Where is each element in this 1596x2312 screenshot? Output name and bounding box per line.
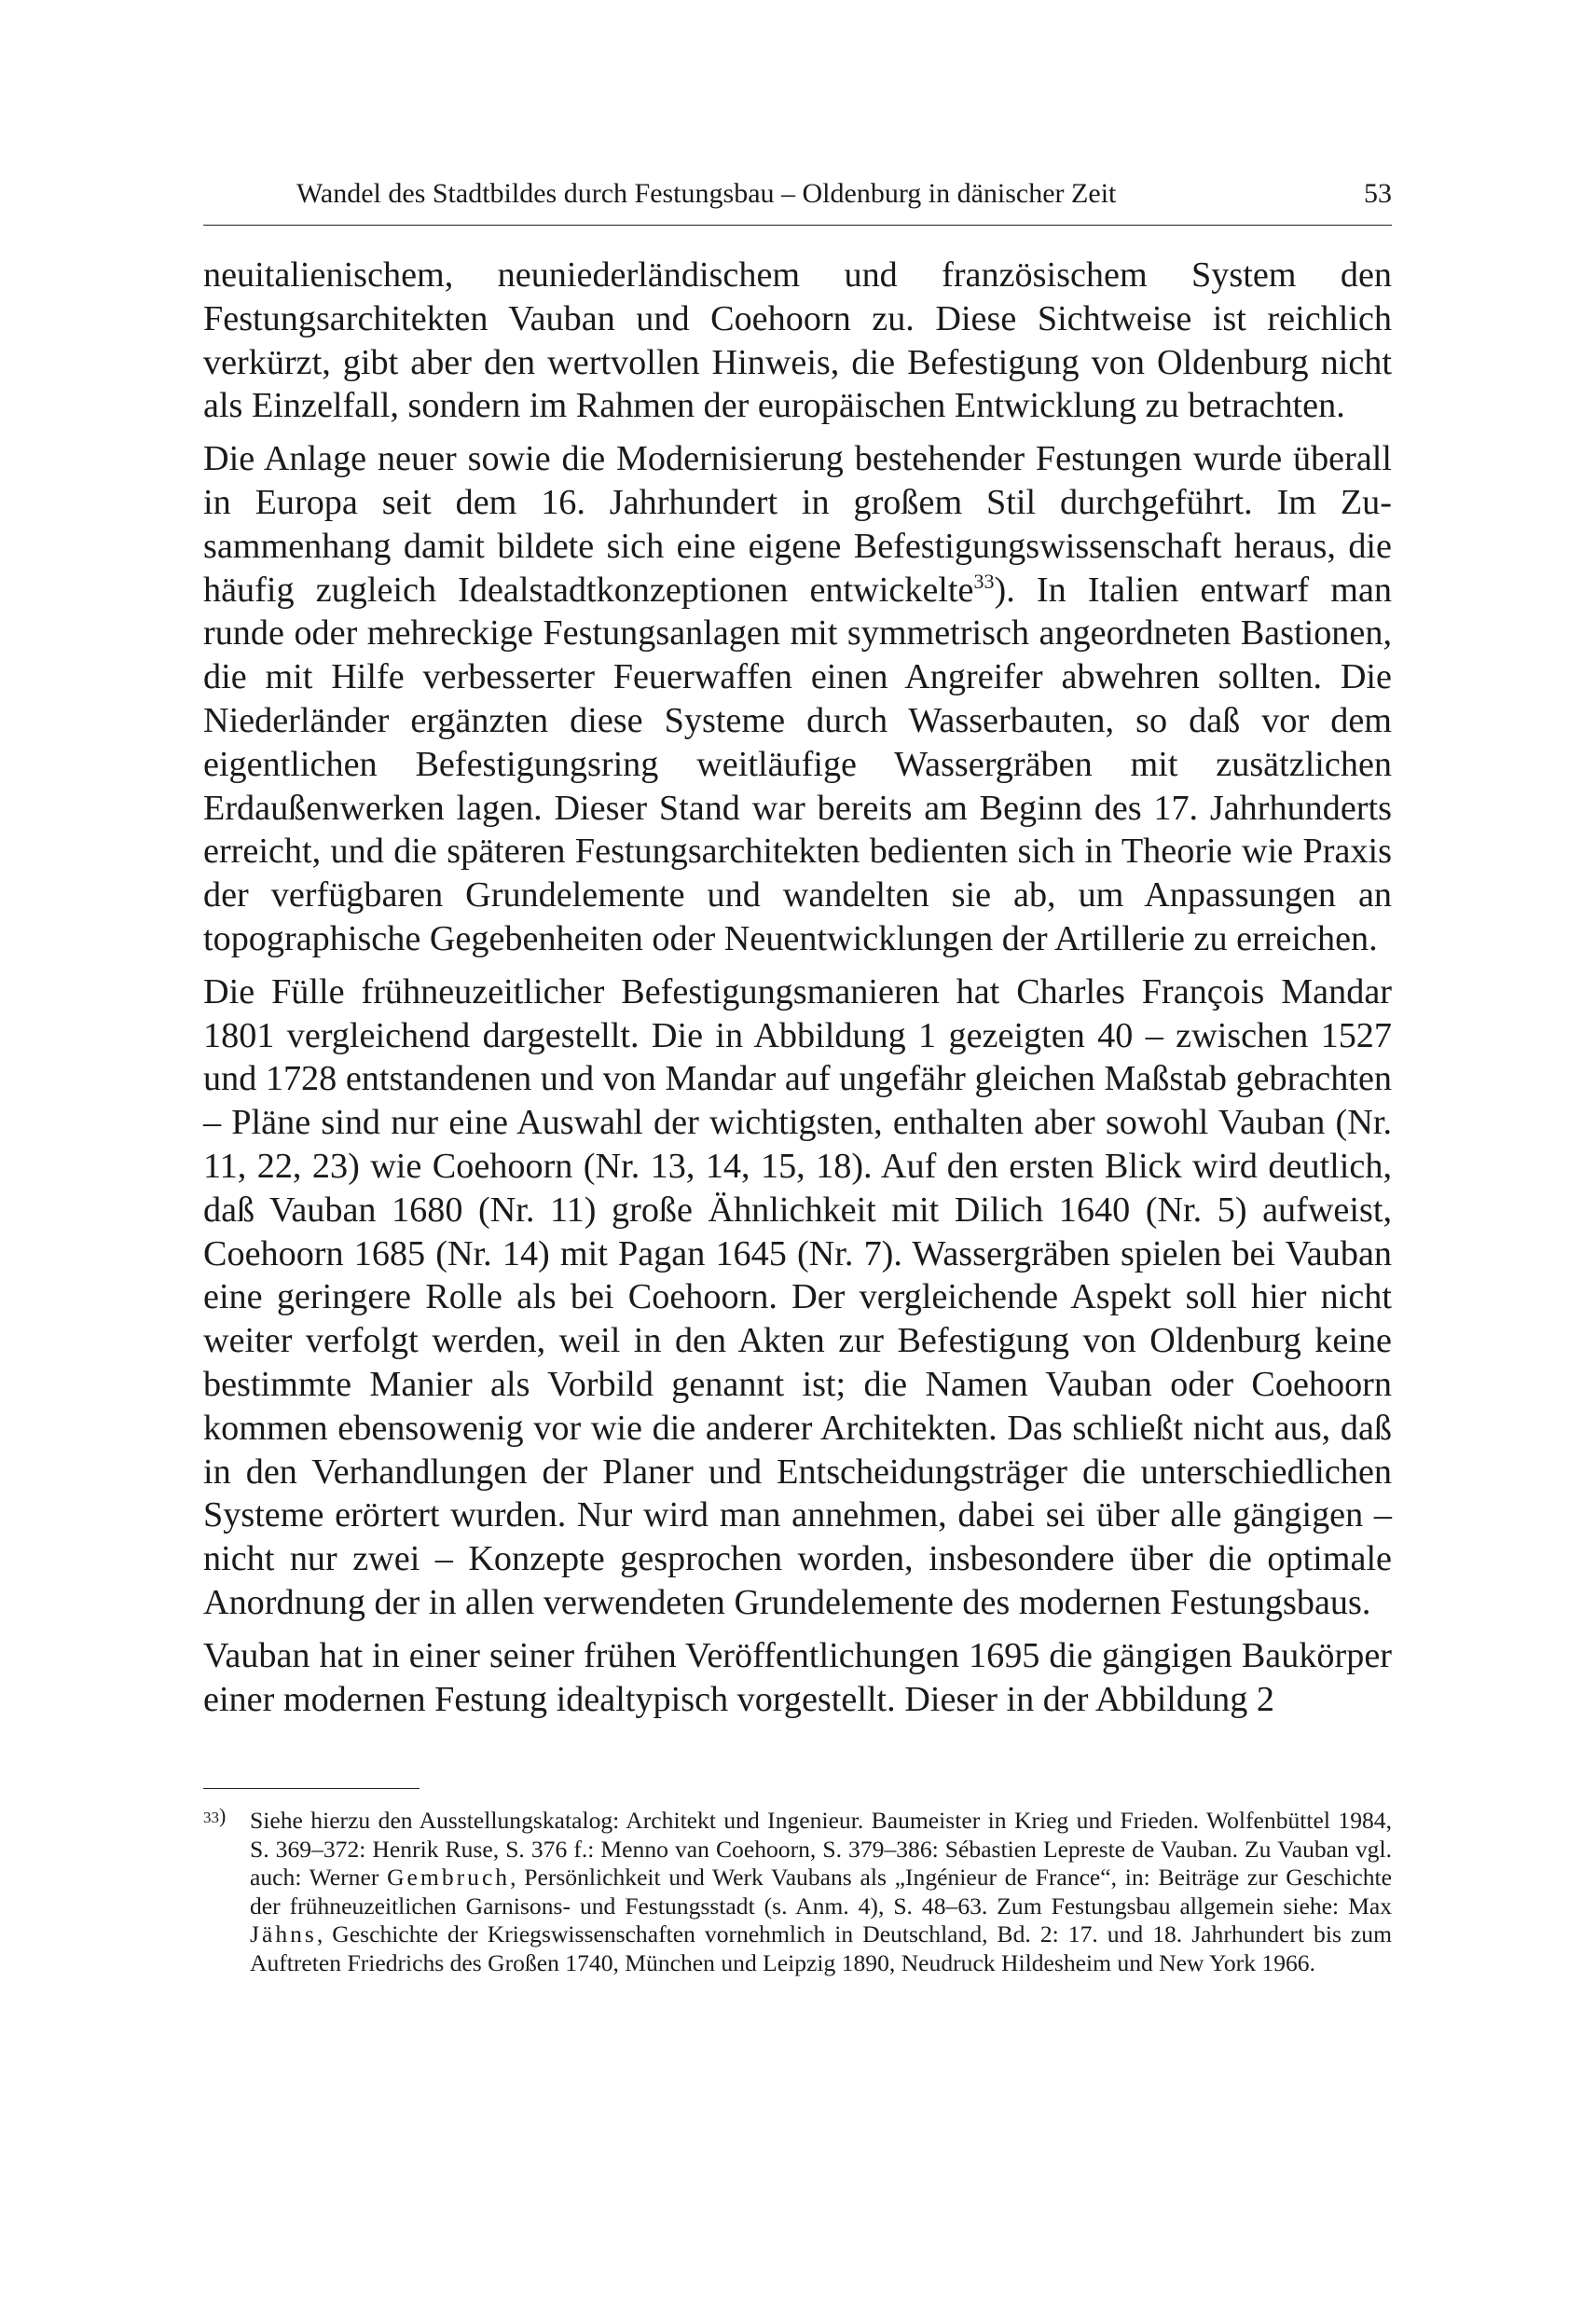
book-page xyxy=(203,0,1392,2312)
footnote-text-3: , Geschichte der Kriegswissenschaften vornehmlich in Deutschland, Bd. 2: 17. und 18. Jahrhundert bis zum Auftreten Friedrichs des Großen 1740, München und Leipzig 1890, Neudruck Hildesheim und New York 1966. xyxy=(250,1920,1392,1976)
paragraph-4 xyxy=(203,1634,1392,1722)
footnote-mark-paren: ) xyxy=(219,1804,227,1827)
paragraph-2-text-before: Die Anlage neuer sowie die Modernisierung bestehender Festungen wurde überall in Europa seit dem 16. Jahrhundert in großem Stil durchgeführt. Im Zusammenhang damit bildete sich eine eigene Befestigungswissenschaft heraus, die häufig zugleich Idealstadtkonzeptionen entwickelte xyxy=(203,439,1392,610)
footnotes xyxy=(203,1804,1393,1977)
footnote-text-2: , Persönlichkeit und Werk Vaubans als „Ingénieur de France“, in: Beiträge zur Geschichte der frühneuzeitlichen Garnisons- und Festungsstadt (s. Anm. 4), S. 48–63. Zum Festungsbau allgemein siehe: Max xyxy=(250,1864,1393,1920)
footnote-mark xyxy=(203,1804,227,1827)
paragraph-3-text: Die Fülle frühneuzeitlicher Befestigungsmanieren hat Charles François Mandar 1801 vergleichend dargestellt. Die in Abbildung 1 gezeigten 40 – zwischen 1527 und 1728 entstandenen und von Mandar auf ungefähr gleichen Maßstab gebrachten – Pläne sind nur eine Auswahl der wichtigsten, enthalten aber sowohl Vauban (Nr. 11, 22, 23) wie Coehoorn (Nr. 13, 14, 15, 18). Auf den ersten Blick wird deutlich, daß Vauban 1680 (Nr. 11) große Ähnlichkeit mit Dilich 1640 (Nr. 5) aufweist, Coehoorn 1685 (Nr. 14) mit Pagan 1645 (Nr. 7). Wassergräben spielen bei Vauban eine geringere Rolle als bei Coehoorn. Der vergleichende Aspekt soll hier nicht weiter verfolgt werden, weil in den Akten zur Befestigung von Oldenburg keine bestimmte Manier als Vorbild genannt ist; die Namen Vauban oder Coehoorn kommen ebensowenig vor wie die anderer Architekten. Das schließt nicht aus, daß in den Verhandlungen der Planer und Entscheidungsträger die unterschiedlichen Systeme erörtert wurden. Nur wird man annehmen, dabei sei über alle gängigen – nicht nur zwei – Konzepte gesprochen worden, insbesondere über die optimale Anordnung der in allen verwendeten Grundelemente des modernen Festungsbaus. xyxy=(203,971,1392,1622)
body-text xyxy=(203,254,1392,1730)
paragraph-2 xyxy=(203,437,1392,961)
footnote-text-1: Siehe hierzu den Ausstellungskatalog: Architekt und Ingenieur. Baumeister in Krieg und Frieden. Wolfenbüttel 1984, S. 369–372: Henrik Ruse, S. 376 f.: Menno van Coehoorn, S. 379–386: Sébastien Lepreste de Vauban. Zu Vauban vgl. auch: Werner xyxy=(250,1807,1392,1891)
running-header-title: Wandel des Stadtbildes durch Festungsbau – Oldenburg in dänischer Zeit xyxy=(296,178,1117,209)
paragraph-3 xyxy=(203,970,1392,1625)
footnote-reference: 33 xyxy=(973,569,995,593)
paragraph-4-text: Vauban hat in einer seiner frühen Veröffentlichungen 1695 die gängigen Baukörper einer modernen Festung idealtypisch vorgestellt. Dieser in der Abbildung 2 xyxy=(203,1635,1392,1719)
footnote-33 xyxy=(203,1804,1393,1977)
header-rule xyxy=(203,225,1392,226)
running-header xyxy=(203,173,1392,214)
paragraph-1-text: neuitalienischem, neuniederländischem und französischem System den Festungsarchitekten Vauban und Coehoorn zu. Diese Sichtweise ist reichlich verkürzt, gibt aber den wertvollen Hinweis, die Befestigung von Oldenburg nicht als Einzelfall, sondern im Rahmen der europäischen Entwicklung zu betrachten. xyxy=(203,255,1392,426)
footnote-rule xyxy=(203,1788,420,1789)
paragraph-1 xyxy=(203,254,1392,428)
footnote-author-1: Gembruch xyxy=(387,1864,511,1891)
footnote-author-2: Jähns xyxy=(250,1920,317,1947)
page-number: 53 xyxy=(1364,178,1392,209)
footnote-mark-number: 33 xyxy=(203,1809,219,1826)
paragraph-2-text-after: ). In Italien entwarf man runde oder mehreckige Festungsanlagen mit symmetrisch angeordneten Bastionen, die mit Hilfe verbesserter Feuerwaffen einen Angreifer abwehren sollten. Die Niederländer ergänzten diese Systeme durch Wasserbauten, so daß vor dem eigentlichen Befestigungsring weitläufige Wassergräben mit zusätzlichen Erdaußenwerken lagen. Dieser Stand war bereits am Beginn des 17. Jahrhunderts erreicht, und die späteren Festungsarchitekten bedienten sich in Theorie wie Praxis der verfügbaren Grundelemente und wandelten sie ab, um Anpassungen an topographische Gegebenheiten oder Neuentwicklungen der Artillerie zu erreichen. xyxy=(203,570,1392,958)
